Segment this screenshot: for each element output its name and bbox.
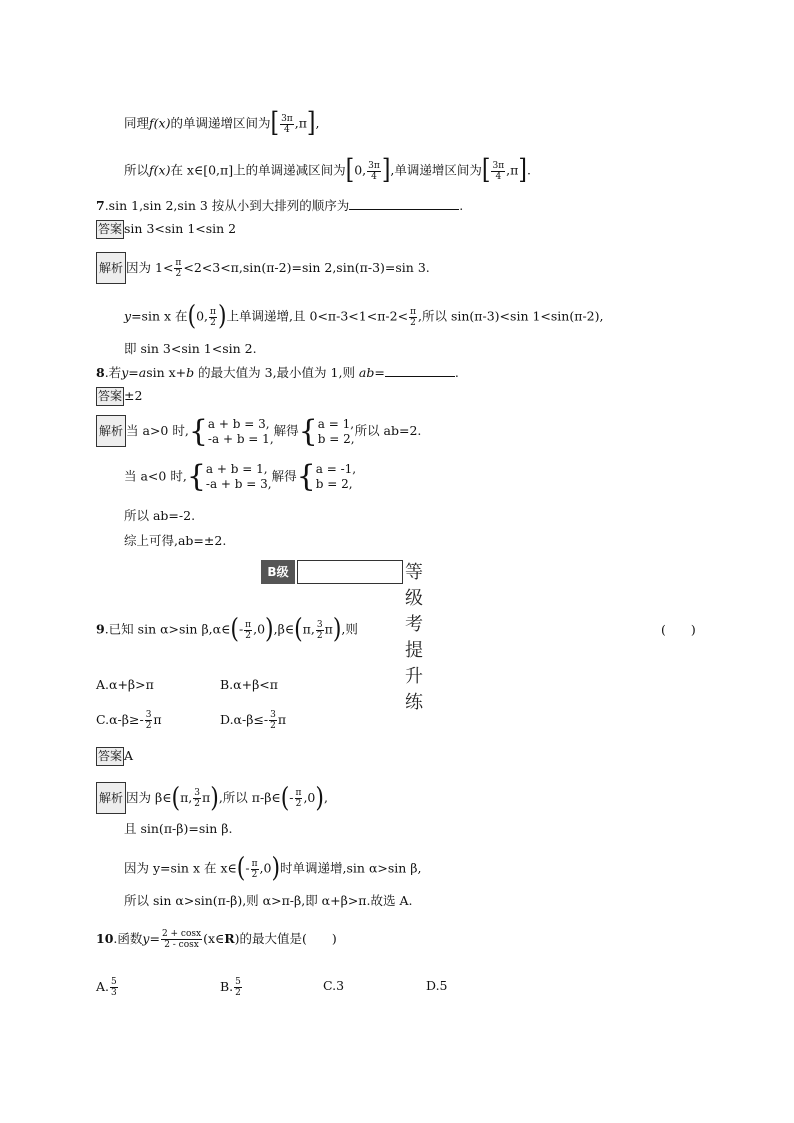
text: ,0 [259,860,272,876]
fraction: $\frac{\pi}{2}$ [245,619,252,641]
text: 上单调递增,且 0<π-3<1<π-2< [226,308,409,324]
text: ,则 [341,621,358,637]
question-8 [96,364,459,382]
text: =sin x 在 [131,308,188,324]
text: ,所以 π-β∈ [218,790,281,805]
analysis-tag: 解析 [96,252,126,284]
option-10d: D.5 [426,978,448,993]
text: sin x+ [146,365,187,380]
bracket: ( [187,300,197,332]
text: ,单调递增区间为 [390,162,482,178]
text: 时单调递增,sin α>sin β, [280,860,422,876]
bracket: ] [518,154,527,186]
bracket: ) [265,613,274,645]
analysis-7-line-1 [96,252,430,284]
text: = [374,365,385,380]
text: 因为 β∈ [126,790,172,805]
text: 的单调递增区间为 [170,115,271,131]
analysis-tag: 解析 [96,415,126,447]
text: 综上可得,ab=±2. [124,533,227,548]
question-text: .sin 1,sin 2,sin 3 按从小到大排列的顺序为 [104,198,350,213]
option-9b: B.α+β<π [220,677,278,692]
option-10b: B. $\frac{5}{2}$ [220,977,241,998]
analysis-9-line-3 [124,852,422,884]
text: - [289,790,294,805]
text: 0, [196,308,209,324]
bracket: ) [217,300,227,332]
text: 解得 [273,423,299,438]
fraction: $\frac{3\pi}{4}$ [281,113,293,135]
bracket: ) [315,782,324,814]
answer-text: sin 3<sin 1<sin 2 [124,221,237,236]
fraction: $\frac{3}{2}$ [316,619,323,641]
section-title: 等级考提升练 [405,562,423,713]
fraction: $\frac{3}{2}$ [270,710,276,731]
analysis-tag: 解析 [96,782,126,814]
text: ,0 [253,621,266,637]
analysis-7-line-2 [124,300,604,332]
analysis-9-line-2 [124,820,232,838]
text: b [186,365,195,380]
line-2 [124,154,531,186]
text: y [121,365,129,380]
option-9a: A.α+β>π [96,677,154,692]
text: ,β∈ [273,621,295,637]
text: ,π [506,162,519,178]
text: - [245,860,250,876]
brace: { [298,413,318,449]
text: π, [180,790,193,805]
text: (x∈ [203,931,225,946]
text: , [323,790,328,805]
text: 所以 ab=2. [354,423,422,438]
bracket: [ [345,154,355,186]
answer-8 [96,387,142,406]
analysis-8-line-3 [124,507,195,525]
text: R [224,931,235,946]
text: <2<3<π,sin(π-2)=sin 2,sin(π-3)=sin 3. [183,260,430,275]
answer-tag: 答案 [96,220,124,239]
bracket: ) [210,782,219,814]
text: 因为 1< [126,260,174,275]
bracket: [ [481,154,491,186]
bracket: ] [381,154,391,186]
option-9c: C.α-β≥- $\frac{3}{2}$ π [96,710,162,731]
question-number: 9 [96,621,105,637]
answer-blank [349,197,459,210]
text: π [324,621,333,637]
text: ab [358,365,375,380]
text: f(x) [149,115,171,131]
equation-system: a = 1, b = 2, [317,416,355,446]
text: π, [302,621,315,637]
answer-7 [96,220,236,239]
question-7 [96,197,463,215]
text: = [149,931,160,946]
text: 所以 ab=-2. [124,508,196,523]
text: ,所以 sin(π-3)<sin 1<sin(π-2), [418,308,604,324]
analysis-8-line-4 [124,532,226,550]
text: - [238,621,244,637]
text: . [526,162,531,178]
text: .函数 [113,931,143,946]
fraction: $\frac{\pi}{2}$ [251,858,258,880]
fraction: $\frac{3}{2}$ [145,710,152,731]
text: .若 [104,365,122,380]
equation-system: a = -1, b = 2, [315,462,357,491]
fraction: $\frac{\pi}{2}$ [410,306,416,328]
text: 当 a>0 时, [126,423,189,438]
text: )的最大值是( ) [234,931,337,946]
brace: { [186,459,206,494]
text: .已知 sin α>sin β,α∈ [104,621,231,637]
question-9 [96,613,358,645]
fraction: $\frac{5}{3}$ [111,977,117,998]
bracket: ( [294,613,303,645]
text: 同理 [124,115,150,131]
fraction: $\frac{2 + \cos x}{2 - \cos x}$ [161,929,202,950]
fraction: $\frac{5}{2}$ [235,977,241,998]
fraction: $\frac{3\pi}{4}$ [492,160,505,182]
text: 在 x∈[0,π]上的单调递减区间为 [170,162,346,178]
answer-blank [385,364,455,377]
question-number: 8 [96,365,105,380]
answer-text: ±2 [124,388,143,403]
fraction: $\frac{3\pi}{4}$ [368,160,380,182]
bracket: ] [306,107,316,139]
text: , [315,115,320,131]
text: ,0 [303,790,316,805]
text: 因为 y=sin x 在 x∈ [124,860,237,876]
text: 的最大值为 3,最小值为 1,则 [194,365,359,380]
bracket: ( [230,613,239,645]
fraction: $\frac{\pi}{2}$ [295,788,302,809]
bracket: ( [171,782,181,814]
text: 且 sin(π-β)=sin β. [124,821,233,836]
brace: { [188,413,208,449]
equation-system: a + b = 3, -a + b = 1, [207,416,274,446]
text: a [138,365,147,380]
option-9d: D.α-β≤- $\frac{3}{2}$ π [220,710,287,731]
answer-tag: 答案 [96,387,124,406]
answer-9 [96,747,133,766]
analysis-7-line-3 [124,340,257,358]
text: ,π [294,115,307,131]
answer-paren: ( ) [661,622,696,637]
equation-system: a + b = 1, -a + b = 3, [205,462,272,491]
option-10c: C.3 [323,978,345,993]
bracket: ) [271,852,281,884]
answer-text: A [124,748,134,763]
bracket: ) [332,613,342,645]
text: = [128,365,139,380]
bracket: ( [280,782,290,814]
analysis-9-line-4 [124,892,412,910]
text: 0, [354,162,367,178]
question-number: 10 [96,931,114,946]
text: y [124,308,132,324]
analysis-8-line-2 [124,459,357,494]
text: f(x) [149,162,171,178]
bracket: [ [270,107,280,139]
brace: { [296,459,316,494]
question-number: 7 [96,198,105,213]
text: π [202,790,211,805]
question-10 [96,929,337,950]
fraction: $\frac{3}{2}$ [194,788,200,809]
text: . [459,198,464,213]
analysis-8-line-1 [96,415,421,447]
text: 所以 sin α>sin(π-β),则 α>π-β,即 α+β>π.故选 A. [124,893,413,908]
bracket: ( [236,852,246,884]
section-box [297,560,403,584]
text: y [142,931,150,946]
text: 解得 [271,468,297,484]
text: 所以 [124,162,150,178]
text: 当 a<0 时, [124,468,187,484]
analysis-9-line-1 [96,782,328,814]
text: 即 sin 3<sin 1<sin 2. [124,341,257,356]
text: . [454,365,459,380]
fraction: $\frac{\pi}{2}$ [175,258,182,279]
level-badge: B级 [261,560,295,584]
option-10a: A. $\frac{5}{3}$ [96,977,117,998]
fraction: $\frac{\pi}{2}$ [210,306,216,328]
line-1 [124,107,320,139]
answer-tag: 答案 [96,747,124,766]
